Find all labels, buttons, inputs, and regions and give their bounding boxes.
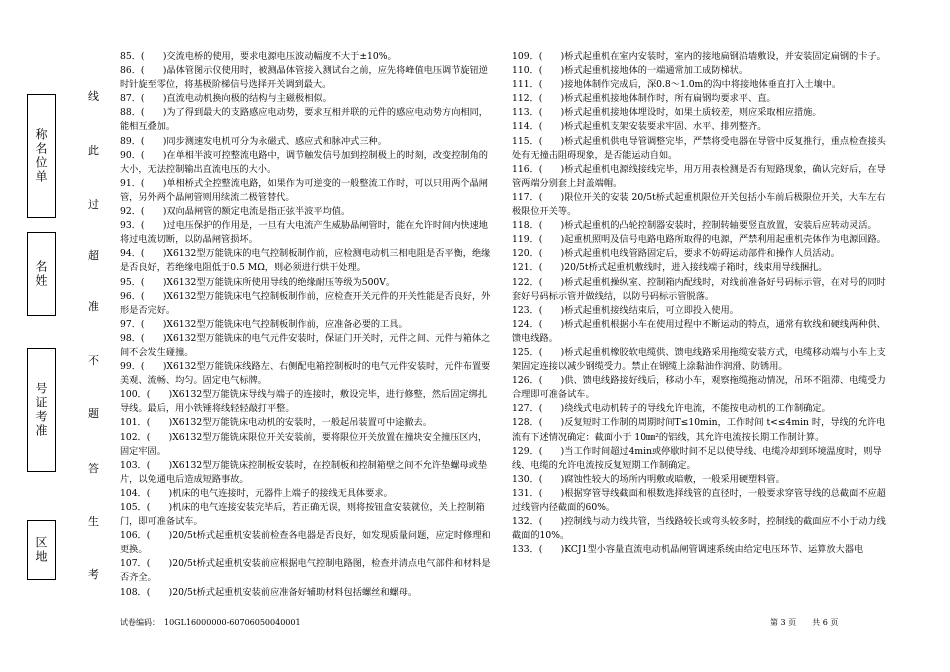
binding-char: 此	[88, 144, 99, 157]
question-item: 124．( )桥式起重机根据小车在使用过程中不断运动的特点，通常有软线和硬线两种供、馈电线路。	[512, 318, 886, 344]
binding-char: 不	[88, 354, 99, 367]
question-item: 92．( )双向晶闸管的额定电流是指正弦半波平均值。	[120, 206, 351, 218]
binding-char: 过	[88, 198, 99, 211]
binding-char: 考	[88, 568, 99, 581]
question-item: 113．( )桥式起重机接地体埋设时，如果土质较差，则应采取相应措施。	[512, 107, 822, 119]
question-item: 104．( )机床的电气连接时，元器件上端子的接线无具体要求。	[120, 487, 393, 499]
question-item: 100．( )X6132型万能铣床导线与端子的连接时，敷设完毕，进行修整，然后固定绑扎导线。最后，用小铁锤将线轻轻敲打平整。	[120, 389, 488, 415]
question-item: 99．( )X6132型万能铣床线路左、右侧配电箱控制板时的电气元件安装时，元件布置要美观、流畅、均匀。固定电气标牌。	[120, 361, 491, 387]
question-item: 91．( )单相桥式全控整流电路，如果作为可逆变的一般整流工作时，可以只用两个晶闸管，另外两个晶闸管则用续流二极管替代。	[120, 177, 488, 203]
question-item: 114．( )桥式起重机支架安装要求牢固、水平、排列整齐。	[512, 121, 767, 133]
question-item: 97．( )X6132型万能铣床电气控制板制作前，应准备必要的工具。	[120, 318, 408, 330]
question-item: 94．( )X6132型万能铣床的电气控制板制作前，应检测电动机三相电阻是否平衡，绝缘是否良好，若绝缘电阻低于0.5 MΩ，则必须进行烘干处理。	[120, 248, 491, 274]
question-item: 119．( )起重机照明及信号电路电路所取得的电源，严禁利用起重机壳体作为电源回路。	[512, 234, 886, 246]
binding-char: 题	[88, 407, 99, 420]
question-column-left	[120, 50, 495, 600]
question-item: 90．( )在单相半波可控整流电路中，调节触发信号加到控制极上的时刻，改变控制角的大小，无法控制输出直流电压的大小。	[120, 149, 488, 175]
question-item: 98．( )X6132型万能铣床的电气元件安装时，保证门开关时，元件之间、元件与箱体之间不会发生碰撞。	[120, 332, 491, 358]
question-item: 118．( )桥式起重机的凸轮控制器安装时，控制转轴要竖直放置，安装后应转动灵活。	[512, 220, 877, 232]
question-item: 101．( )X6132型万能铣床电动机的安装时，一般起吊装置可中途撤去。	[120, 417, 432, 429]
page-number: 第 3 页 共 6 页	[770, 618, 839, 627]
question-item: 103．( )X6132型万能铣床控制板安装时，在控制板和控制箱壁之间不允许垫螺母或垫片，以免通电后造成短路事故。	[120, 459, 488, 485]
question-item: 85．( )交流电桥的使用，要求电源电压波动幅度不大于±10%。	[120, 51, 397, 62]
question-item: 129．( )当工作时间超过4min或停歇时间不足以使导线、电缆冷却到环境温度时，则导线、电缆的允许电流按反复短期工作制确定。	[512, 445, 882, 471]
question-item: 112．( )桥式起重机接地体制作时，所有扁钢均要求平、直。	[512, 93, 776, 105]
binding-char: 生	[88, 515, 99, 528]
question-item: 93．( )过电压保护的作用是，一旦有大电流产生威胁晶闸管时，能在允许时间内快速地将过电流切断，以防晶闸管损坏。	[120, 220, 488, 246]
question-item: 86．( )晶体管图示仪使用时，被测晶体管接入测试台之前，应先将峰值电压调节旋钮逆时针旋至零位，将基极阶梯信号选择开关调到最大。	[120, 65, 488, 91]
binding-char: 答	[88, 462, 99, 475]
question-item: 122．( )桥式起重机操纵室、控制箱内配线时，对线前准备好号码标示管，在对号的同时套好号码标示管并做线结，以防号码标示管脱落。	[512, 276, 886, 302]
question-item: 121．( )20/5t桥式起重机敷线时，进入接线端子箱时，线束用导线捆扎。	[512, 262, 828, 274]
unit-name-box	[27, 94, 56, 218]
question-item: 123．( )桥式起重机接线结束后，可立即投入使用。	[512, 304, 739, 316]
question-item: 117．( )限位开关的安装 20/5t桥式起重机限位开关包括小车前后极限位开关，大车左右极限位开关等。	[512, 191, 886, 218]
candidate-name-box	[27, 232, 56, 316]
question-item: 96．( )X6132型万能铣床电气控制板制作前，应检查开关元件的开关性能是否良好，外形是否完好。	[120, 290, 491, 316]
question-item: 111．( )接地体制作完成后，深0.8～1.0m的沟中将接地体垂直打入土壤中。	[512, 79, 842, 91]
admission-number-box	[27, 348, 56, 472]
unit-name-label: 称名位单	[34, 128, 48, 184]
question-item: 106．( )20/5t桥式起重机安装前检查各电器是否良好，如发现质量问题，应定时修理和更换。	[120, 530, 491, 556]
exam-code: 试卷编码： 10GL16000000-60706050040001	[120, 618, 301, 627]
binding-char: 线	[88, 90, 99, 103]
question-item: 131．( )根据穿管导线截面和根数选择线管的直径时，一般要求穿管导线的总截面不应超过线管内径截面的60%。	[512, 487, 886, 513]
region-label: 区地	[34, 536, 48, 564]
question-item: 108．( )20/5t桥式起重机安装前应准备好辅助材料包括螺丝和螺母。	[120, 586, 418, 598]
question-item: 107．( )20/5t桥式起重机安装前应根据电气控制电路图，检查并清点电气部件和材料是否齐全。	[120, 558, 491, 584]
question-item: 109．( )桥式起重机在室内安装时，室内的接地扁钢沿墙敷设，并安装固定扁钢的卡子。	[512, 51, 886, 62]
binding-char: 准	[88, 300, 99, 313]
admission-number-label: 号证考准	[34, 382, 48, 438]
question-item: 102．( )X6132型万能铣床限位开关安装前，要将限位开关放置在撞块安全撞压区内，固定牢固。	[120, 431, 488, 457]
question-item: 89．( )同步测速发电机可分为永磁式、感应式和脉冲式三种。	[120, 135, 387, 147]
question-item: 128．( )反复短时工作制的周期时间T≤10min，工作时间 t<≤4min 时，导线的允许电流有下述情况确定：截面小于 10㎜²的铝线，其允许电流按长期工作制计算。	[512, 417, 886, 443]
question-item: 95．( )X6132型万能铣床所使用导线的绝缘耐压等级为500V。	[120, 276, 396, 288]
question-item: 125．( )桥式起重机橡胶软电缆供、馈电线路采用拖缆安装方式，电缆移动端与小车上支架固定连接以减少钢缆受力。禁止在钢缆上涂黏油作润滑、防锈用。	[512, 346, 886, 373]
question-item: 110．( )桥式起重机接地体的一端通常加工成防梯状。	[512, 65, 749, 77]
candidate-name-label: 名姓	[34, 260, 48, 288]
question-item: 116．( )桥式起重机电源线接线完毕，用万用表检测是否有短路现象，确认完好后，在导管两端分别套上封盖端帽。	[512, 163, 886, 189]
question-item: 133．( )KCJ1型小容量直流电动机晶闸管调速系统由给定电压环节、运算放大器电	[512, 544, 864, 556]
question-item: 88．( )为了得到最大的支路感应电动势，要求互相并联的元件的感应电动势方向相同，能相互叠加。	[120, 107, 488, 133]
question-item: 130．( )腐蚀性较大的场所内明敷或暗敷，一般采用硬塑料管。	[512, 473, 785, 485]
question-item: 115．( )桥式起重机供电导管调整完毕，严禁将受电器在导管中反复推行，重点检查接头处有无撞击阻碍现象，是否能运动自如。	[512, 135, 886, 161]
question-item: 132．( )控制线与动力线共管，当线路较长或弯头较多时，控制线的截面应不小于动力线截面的10%。	[512, 516, 886, 542]
question-item: 120．( )桥式起重机电线管路固定后，要求不妨碍运动部件和操作人员活动。	[512, 248, 840, 260]
question-item: 105．( )机床的电气连接安装完毕后，若正确无误，则将按钮盒安装就位，关上控制箱门，即可准备试车。	[120, 502, 485, 528]
question-item: 127．( )绕线式电动机转子的导线允许电流，不能按电动机的工作制确定。	[512, 403, 831, 415]
binding-char: 超	[88, 249, 99, 262]
question-item: 126．( )供、馈电线路接好线后，移动小车，观察拖缆拖动情况，吊环不阻滞、电缆受力合理即可准备试车。	[512, 375, 886, 401]
region-box	[27, 520, 56, 580]
question-column-right	[512, 50, 892, 557]
question-item: 87．( )直流电动机换向极的结构与主磁极相似。	[120, 93, 332, 105]
